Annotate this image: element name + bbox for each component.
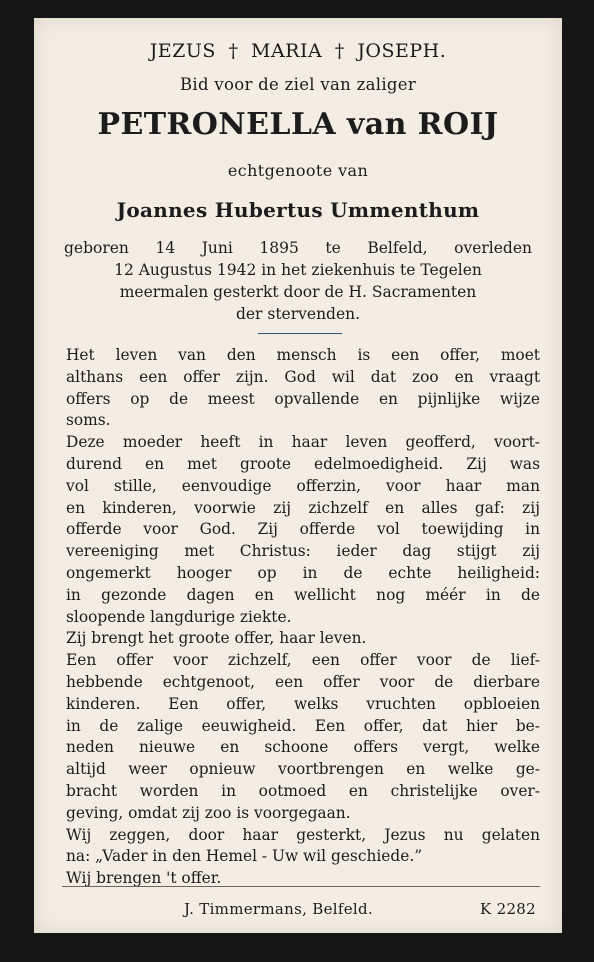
text-line: in gezonde dagen en wellicht nog méér in de — [66, 585, 540, 604]
header-jezus: JEZUS — [149, 40, 216, 62]
header-jezus-maria-joseph — [34, 40, 562, 62]
text-line: bracht worden in ootmoed en christelijke over- — [66, 781, 540, 800]
text-line: in de zalige eeuwigheid. Een offer, dat hier be- — [66, 716, 540, 735]
text-line: sloopende langdurige ziekte. — [66, 607, 292, 626]
text-line: en kinderen, voorwie zij zichzelf en alles gaf: zij — [66, 498, 540, 517]
header-joseph: JOSEPH. — [357, 40, 447, 62]
text-line: Wij brengen 't offer. — [66, 869, 222, 888]
spouse-name: Joannes Hubertus Ummenthum — [116, 198, 480, 222]
header-maria: MARIA — [251, 40, 323, 62]
text-line: Het leven van den mensch is een offer, moet — [66, 346, 540, 364]
text-line: offers op de meest opvallende en pijnlijke wijze — [66, 389, 540, 408]
text-line: neden nieuwe en schoone offers vergt, welke — [66, 738, 540, 757]
life-line: meermalen gesterkt door de H. Sacramenten — [119, 283, 477, 301]
life-line: 12 Augustus 1942 in het ziekenhuis te Tegelen — [114, 261, 482, 279]
text-line: althans een offer zijn. God wil dat zoo en vraagt — [66, 367, 540, 386]
text-line: Zij brengt het groote offer, haar leven. — [66, 629, 367, 648]
text-line: Deze moeder heeft in haar leven geofferd, voort- — [66, 433, 540, 452]
text-line: kinderen. Een offer, welks vruchten opbloeien — [66, 694, 540, 713]
printer-credit: J. Timmermans, Belfeld. — [184, 900, 373, 918]
footer-rule — [62, 886, 540, 887]
text-line: vol stille, eenvoudige offerzin, voor haar man — [66, 476, 540, 495]
cross-icon: † — [334, 40, 345, 62]
text-line: soms. — [66, 411, 111, 430]
text-line: durend en met groote edelmoedigheid. Zij was — [66, 454, 540, 473]
text-line: Wij zeggen, door haar gesterkt, Jezus nu gelaten — [66, 825, 540, 844]
cross-icon: † — [228, 40, 239, 62]
text-line: altijd weer opnieuw voortbrengen en welke ge- — [66, 760, 540, 779]
divider-rule — [258, 333, 342, 334]
card-paper — [34, 18, 562, 933]
text-line: vereeniging met Christus: ieder dag stijgt zij — [66, 542, 540, 561]
deceased-name: PETRONELLA van ROIJ — [97, 107, 499, 142]
card-code: K 2282 — [480, 900, 536, 918]
intro-line: Bid voor de ziel van zaliger — [179, 75, 417, 94]
text-line: ongemerkt hooger op in de echte heiligheid: — [66, 563, 540, 582]
text-line: hebbende echtgenoot, een offer voor de dierbare — [66, 672, 540, 691]
life-line: der stervenden. — [235, 305, 361, 323]
life-dates — [64, 237, 532, 325]
text-line: na: „Vader in den Hemel - Uw wil geschiede.” — [66, 847, 423, 866]
life-line: geboren 14 Juni 1895 te Belfeld, overleden — [64, 239, 532, 257]
spouse-of-label: echtgenoote van — [227, 161, 369, 180]
meditation-text — [66, 345, 540, 890]
text-line: offerde voor God. Zij offerde vol toewijding in — [66, 520, 540, 539]
text-line: Een offer voor zichzelf, een offer voor de lief- — [66, 651, 540, 670]
text-line: geving, omdat zij zoo is voorgegaan. — [66, 803, 351, 822]
